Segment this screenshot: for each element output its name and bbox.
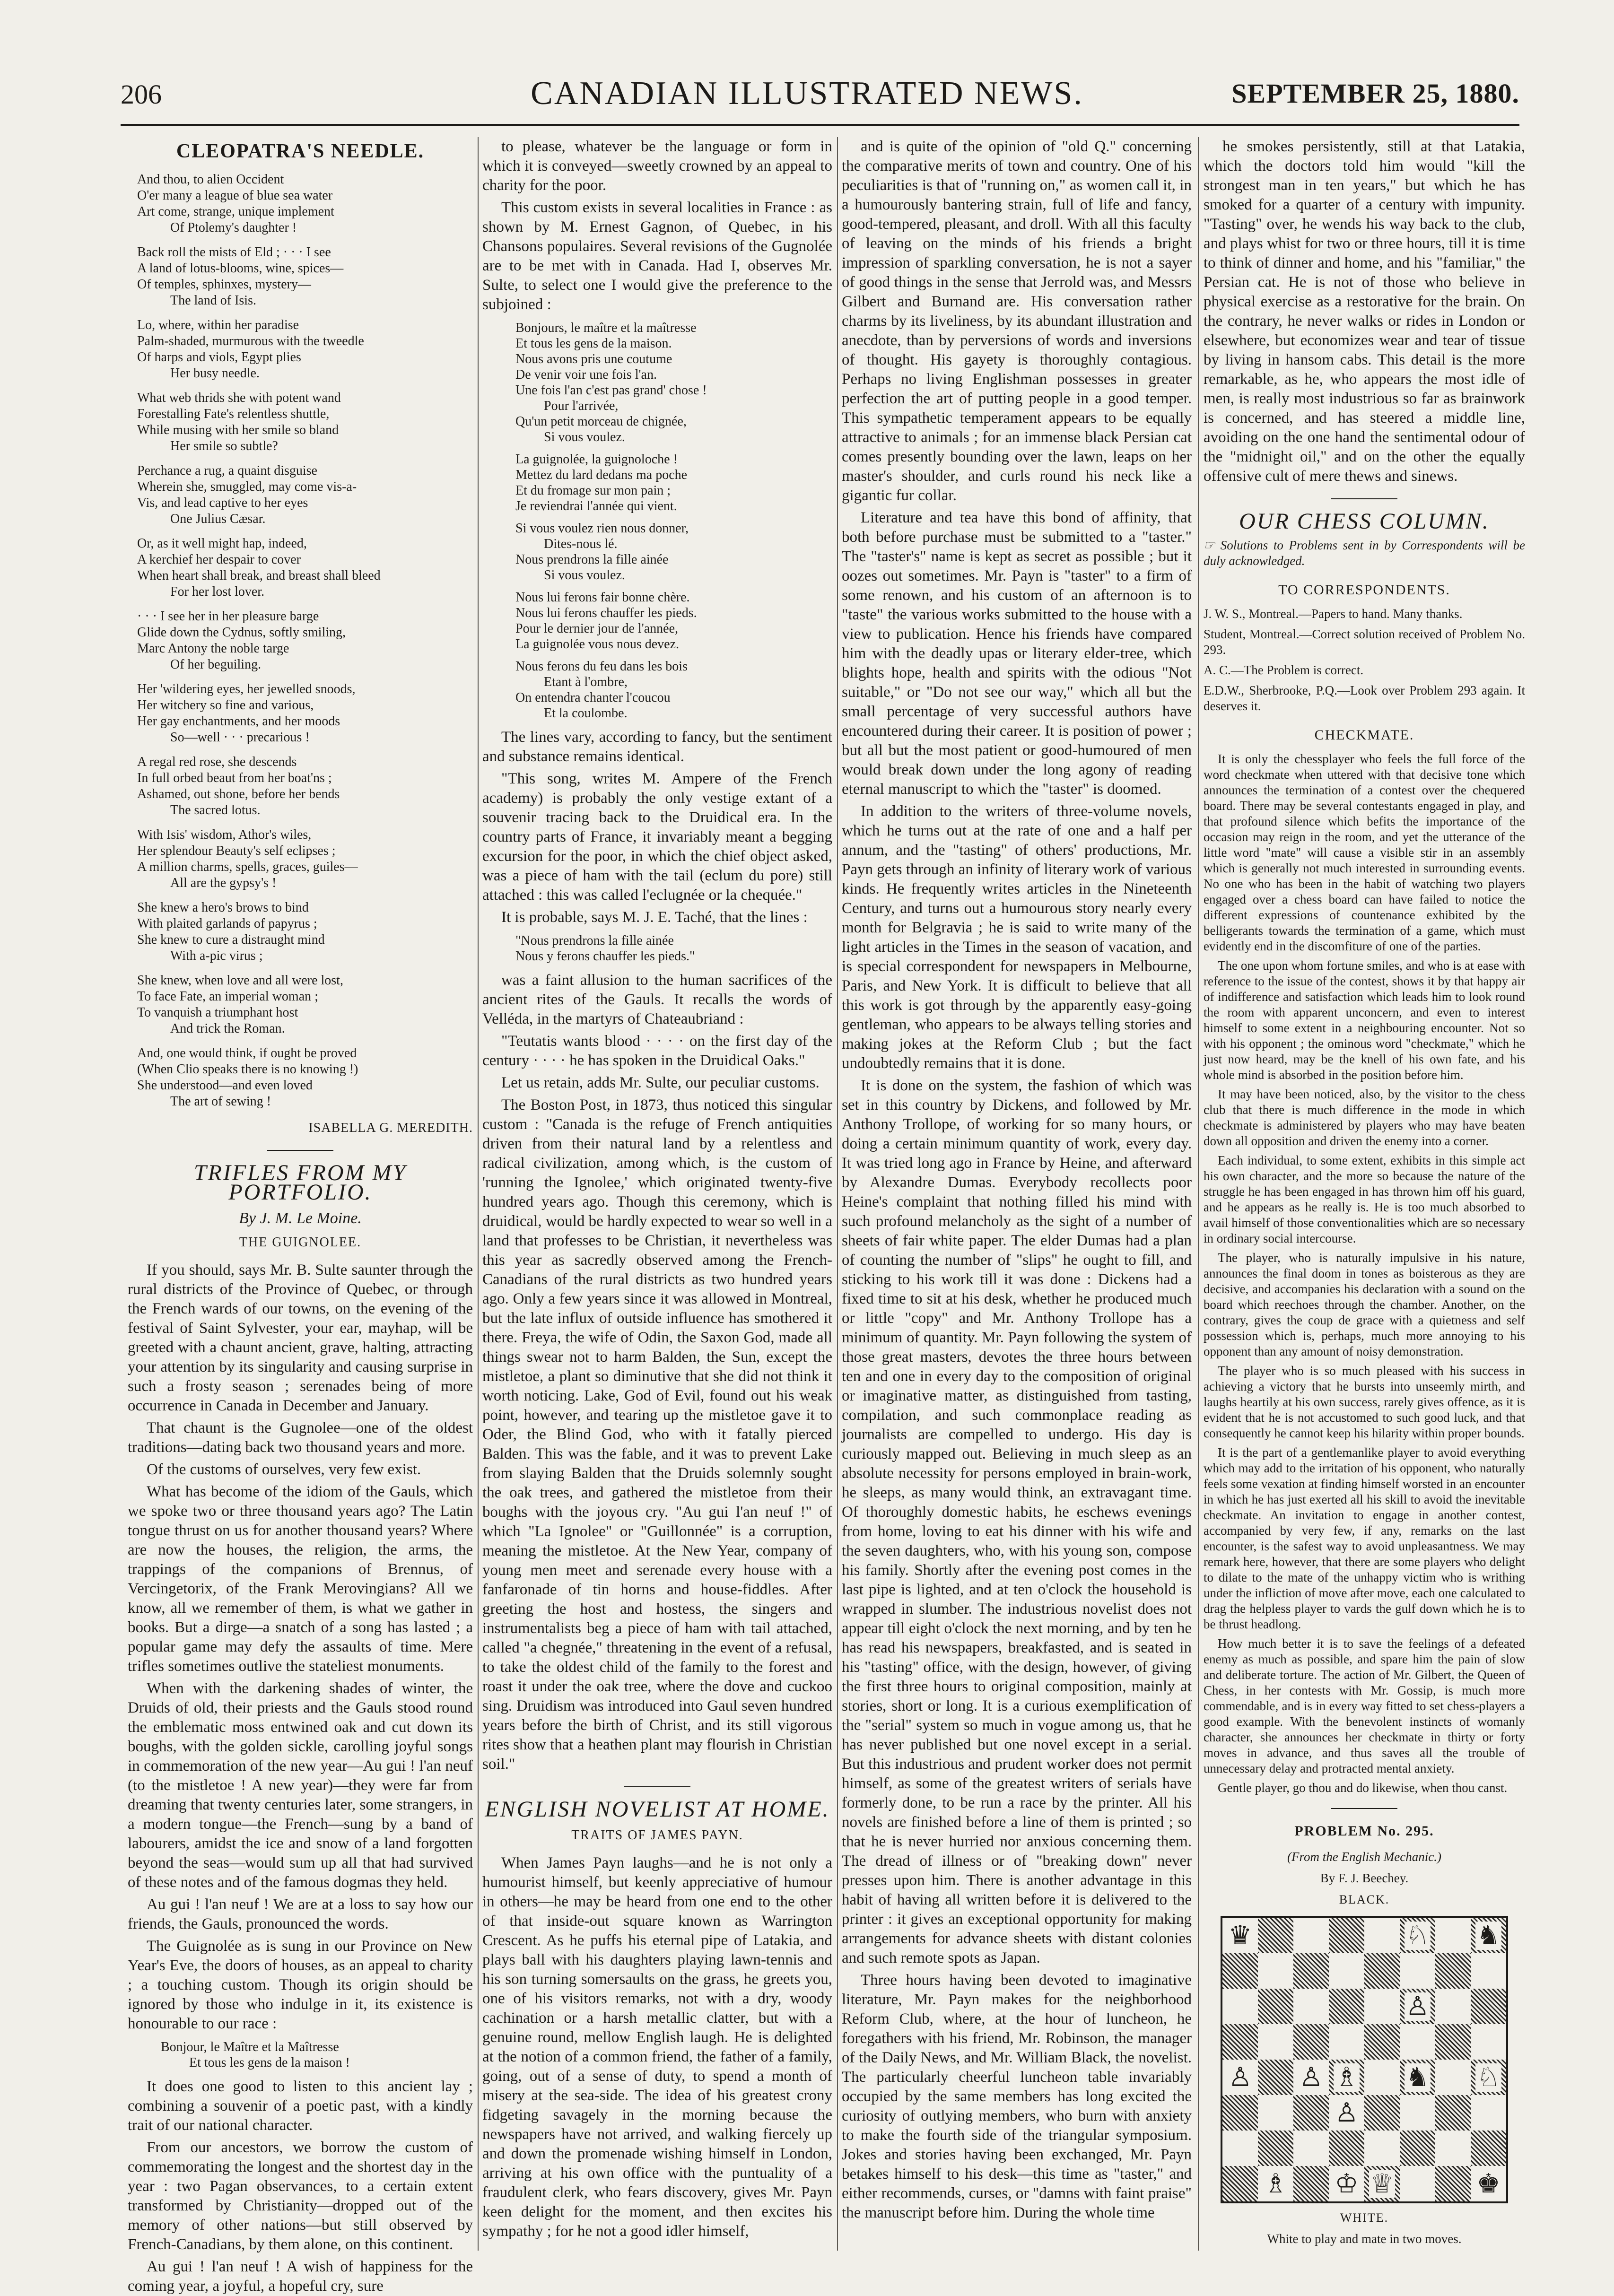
verse-line: To face Fate, an imperial woman ;	[137, 989, 318, 1004]
board-square	[1222, 2166, 1258, 2201]
board-square	[1435, 2095, 1471, 2131]
verse-line: Forestalling Fate's relentless shuttle,	[137, 407, 330, 421]
verse-line: The land of Isis.	[170, 293, 256, 308]
verse-line: Nous lui ferons fair bonne chère.	[515, 590, 690, 605]
stanza	[128, 536, 473, 600]
paragraph: he smokes persistently, still at that Latakia, which the doctors told him would "kill the strongest man in ten years," but which he has smoked for a quarter of a century with impunity. "Tasting" over, he wends his way back to the club, and plays whist for two or three hours, till it is time to think of dinner and home, and his "familiar," the Persian cat. He is not of those who believe in physical exercise as a restorative for the brain. On the contrary, he never walks or rides in London or elsewhere, but economizes wear and tear of tissue by living in hansom cabs. This detail is the more remarkable, as he, who appears the most idle of men, is really most industrious so far as brainwork is concerned, and has steered a middle line, avoiding on the one hand the sentimental odour of the "midnight oil," and on the other the equally offensive cult of mere thews and sinews.	[1204, 138, 1525, 485]
verse-line: Bonjours, le maître et la maîtresse	[515, 321, 697, 335]
stanza	[128, 900, 473, 964]
board-square	[1329, 1918, 1364, 1953]
verse-line: On entendra chanter l'coucou	[515, 690, 671, 705]
article-subtitle: THE GUIGNOLEE.	[239, 1235, 362, 1250]
verse-line: O'er many a league of blue sea water	[137, 188, 333, 203]
board-square	[1471, 2095, 1506, 2131]
verse-line: Et du fromage sur mon pain ;	[515, 483, 671, 498]
paragraph: Let us retain, adds Mr. Sulte, our peculiar customs.	[501, 1074, 820, 1091]
verse-line: Une fois l'an c'est pas grand' chose !	[515, 383, 707, 398]
article-title: ENGLISH NOVELIST AT HOME.	[485, 1797, 830, 1822]
song-verse	[515, 659, 832, 721]
verse-line: Mettez du lard dedans ma poche	[515, 468, 688, 482]
verse-line: Et tous les gens de la maison !	[189, 2055, 350, 2070]
board-square	[1222, 2024, 1258, 2060]
song-verse	[515, 590, 832, 652]
board-square	[1435, 1989, 1471, 2024]
chess-piece-icon: ♙	[1228, 2061, 1252, 2093]
board-square	[1293, 1989, 1329, 2024]
column-4	[1204, 137, 1525, 2255]
board-square	[1258, 1918, 1293, 1953]
board-square	[1471, 1989, 1506, 2024]
board-square	[1293, 1953, 1329, 1989]
board-square	[1435, 2024, 1471, 2060]
verse-line: With plaited garlands of papyrus ;	[137, 916, 317, 931]
section-divider	[1331, 1808, 1397, 1809]
column-divider	[478, 137, 479, 2251]
board-square	[1471, 1953, 1506, 1989]
board-square	[1293, 2166, 1329, 2201]
chess-piece-icon: ♙	[1405, 1991, 1430, 2022]
article-body	[1204, 137, 1525, 486]
verse-line: Or, as it well might hap, indeed,	[137, 536, 307, 551]
board-square	[1400, 2095, 1435, 2131]
board-square	[1222, 1918, 1258, 1953]
board-square	[1293, 2060, 1329, 2095]
chess-piece-icon: ♚	[1476, 2168, 1501, 2199]
paragraph: If you should, says Mr. B. Sulte saunter through the rural districts of the Province of Quebec, or through the French wards of our towns, on the evening of the festival of Saint Sylvester, your ear, mayhap, will be greeted with a chaunt ancient, grave, halting, attracting your attention by its singularity and causing surprise in such a frosty season ; serenades being of more occurrence in Canada in December and January.	[128, 1261, 473, 1414]
stanza	[128, 827, 473, 891]
board-square	[1471, 1918, 1506, 1953]
verse-line: De venir voir une fois l'an.	[515, 367, 657, 382]
paragraph: to please, whatever be the language or form in which it is conveyed—sweetly crowned by an appeal to charity for the poor.	[482, 138, 832, 194]
verse-line: Nous y ferons chauffer les pieds."	[515, 949, 695, 964]
article-body	[482, 137, 832, 314]
paragraph: It is the part of a gentlemanlike player to avoid everything which may add to the irritation of his opponent, who naturally feels some vexation at finding himself worsted in an encounter in which he has just exerted all his skill to avoid the inevitable checkmate. An invitation to engage in another contest, accompanied by very few, if any, remarks on the last encounter, is the safest way to avoid unpleasantness. We may remark here, however, that there are some players who delight to dilate to the mate of the unhappy victim who is writhing under the infliction of move after move, each one calculated to drag the helpless player to vards the gulf down which he is to be thrust headlong.	[1204, 1445, 1525, 1631]
problem-title: PROBLEM No. 295.	[1294, 1823, 1434, 1839]
verse-line: A regal red rose, she descends	[137, 755, 297, 769]
chess-piece-icon: ♙	[1335, 2097, 1359, 2128]
song-verse	[515, 521, 832, 583]
verse-line: To vanquish a triumphant host	[137, 1005, 298, 1020]
correspondents-heading: TO CORRESPONDENTS.	[1278, 582, 1450, 598]
verse-line: She knew a hero's brows to bind	[137, 900, 309, 915]
board-square	[1435, 2060, 1471, 2095]
stanza	[128, 172, 473, 236]
board-square	[1364, 1918, 1400, 1953]
board-square	[1258, 2131, 1293, 2166]
board-square	[1471, 2131, 1506, 2166]
verse-line: The art of sewing !	[170, 1094, 271, 1109]
board-square	[1293, 2131, 1329, 2166]
poem-title: CLEOPATRA'S NEEDLE.	[176, 140, 425, 162]
chess-piece-icon: ♘	[1476, 2061, 1501, 2093]
paragraph: When with the darkening shades of winter, the Druids of old, their priests and the Gauls stood round the emblematic moss entwined oak and cut down its boughs, with the golden sickle, carolling joyful songs in commemoration of the new year—Au gui ! l'an neuf (to the mistletoe ! A new year)—they were far from dreaming that twenty centuries later, some strangers, in a modern tongue—the French—sung by a band of labourers, amidst the ice and snow of a land forgotten beyond the seas—would sum up all that had survived of these notes and of the famous dogmas they held.	[128, 1680, 473, 1891]
verse-line: She knew to cure a distraught mind	[137, 932, 325, 947]
chess-piece-icon: ♗	[1335, 2061, 1359, 2093]
verse-line: (When Clio speaks there is no knowing !)	[137, 1062, 358, 1077]
chess-piece-icon: ♙	[1299, 2061, 1323, 2093]
board-square	[1364, 2131, 1400, 2166]
verse-line: Art come, strange, unique implement	[137, 204, 334, 219]
verse-line: Nous avons pris une coutume	[515, 352, 672, 366]
verse-line: And thou, to alien Occident	[137, 172, 284, 187]
paragraph: In addition to the writers of three-volume novels, which he turns out at the rate of one and a half per annum, and the "tasting" of others' productions, Mr. Payn gets through an infinity of literary work of various kinds. He frequently writes articles in the Nineteenth Century, and turns out a humourous story nearly every month for Belgravia ; he is said to write many of the light articles in the Times in the season of vacation, and is special correspondent for newspapers in Melbourne, Paris, and New York. It is difficult to believe that all this work is got through by the apparently easy-going gentleman, who appears to be always telling stories and making jokes at the Reform Club ; but the fact undoubtedly remains that it is done.	[842, 803, 1192, 1072]
verse-line: And, one would think, if ought be proved	[137, 1046, 357, 1061]
board-square	[1364, 2095, 1400, 2131]
paragraph: It is done on the system, the fashion of which was set in this country by Dickens, and followed by Mr. Anthony Trollope, of working for so many hours, or doing a certain minimum quantity of work, every day. It was tried long ago in France by Heine, and afterward by Alexandre Dumas. Everybody recollects poor Heine's complaint that nothing filled his mind with such profound melancholy as the sight of a number of sheets of fair white paper. The elder Dumas had a plan of counting the number of "slips" he ought to fill, and sticking to his work till it was done : Dickens had a fixed time to sit at his desk, whether he produced much or little "copy" and Mr. Anthony Trollope has a minimum of quantity. Mr. Payn following the system of those great masters, devotes the three hours between ten and one in every day to the composition of original or imaginative matter, as distinguished from tasting, compilation, and such commonplace reading as journalists are compelled to undergo. His day is curiously mapped out. Believing in much sleep as an absolute necessity for persons employed in brain-work, he sleeps, as many would think, an extravagant time. Of thoroughly domestic habits, he eschews evenings from home, loving to eat his dinner with his wife and the seven daughters, who, with his young son, compose his family. Shortly after the evening post comes in the last pipe is lighted, and at ten o'clock the household is wrapped in slumber. The industrious novelist does not appear till eight o'clock the next morning, and by ten he has read his newspapers, breakfasted, and is seated in his "tasting" office, with the design, however, of giving the first three hours to original composition, mainly at stories, short or long. It is a curious exemplification of the "serial" system so much in vogue among us, that he has never published but one novel except in a serial. But this industrious and prudent worker does not permit himself, as some of the greatest writers of serials have formerly done, to be run a race by the printer. All his novels are finished before a line of them is printed ; so that he is never hurried nor anxious concerning them. The dread of illness or of "breaking down" never presses upon him. There is another advantage in this habit of having all written before it is delivered to the printer : it gives an exceptional opportunity for making arrangements for advance sheets with distant colonies and such remote spots as Japan.	[842, 1077, 1192, 1966]
verse-line: Of temples, sphinxes, mystery—	[137, 277, 311, 292]
column-divider	[1198, 137, 1199, 2251]
verse-line: La guignolée, la guignoloche !	[515, 452, 678, 467]
verse-line: Nous prendrons la fille ainée	[515, 552, 669, 567]
paragraph: This custom exists in several localities in France : as shown by M. Ernest Gagnon, of Quebec, in his Chansons populaires. Several revisions of the Gugnolée are to be met with in Canada. Had I, observes Mr. Sulte, to select one I would give the preference to the subjoined :	[482, 199, 832, 313]
board-square	[1364, 2060, 1400, 2095]
board-square	[1400, 2166, 1435, 2201]
board-square	[1329, 2095, 1364, 2131]
paragraph: "This song, writes M. Ampere of the French academy) is probably the only vestige extant of a souvenir tracing back to the Druidical era. In the country parts of France, it invariably meant a begging excursion for the poor, in which the chief object asked, was a piece of ham with the tail (eclum du pore) still attached : this was called l'eclugnée or la chequée."	[482, 770, 832, 904]
board-square	[1471, 2060, 1506, 2095]
board-square	[1400, 2060, 1435, 2095]
song-verses	[482, 320, 832, 721]
verse-line: · · · I see her in her pleasure barge	[137, 609, 319, 624]
masthead: CANADIAN ILLUSTRATED NEWS.	[531, 75, 1083, 112]
verse-line: Of Ptolemy's daughter !	[170, 220, 297, 235]
paragraph: Gentle player, go thou and do likewise, when thou canst.	[1218, 1781, 1508, 1795]
verse-line: She understood—and even loved	[137, 1078, 313, 1093]
section-divider	[624, 1786, 690, 1787]
verse-line: La guignolée vous nous devez.	[515, 637, 680, 652]
paragraph: How much better it is to save the feelings of a defeated enemy as much as possible, and spare him the pain of slow and deliberate torture. The action of Mr. Gilbert, the Queen of Chess, in her contests with Mr. Gossip, is much more commendable, and is in every way fitted to set chess-players a good example. With the benevolent instincts of womanly character, she announces her checkmate in thirty or forty moves in advance, and thus saves all the trouble of unnecessary delay and protracted mental anxiety.	[1204, 1636, 1525, 1775]
board-square	[1258, 2095, 1293, 2131]
paragraph: From our ancestors, we borrow the custom of commemorating the longest and the shortest day in the year : two Pagan observances, to a certain extent transformed by Christianity—dropped out of the memory of other nations—but still observed by French-Canadians, by them alone, on this continent.	[128, 2139, 473, 2253]
verse-line: Vis, and lead captive to her eyes	[137, 496, 308, 510]
board-square	[1435, 1918, 1471, 1953]
verse-line: Her busy needle.	[170, 366, 260, 381]
verse-line: While musing with her smile so bland	[137, 423, 339, 437]
chess-piece-icon: ♛	[1228, 1920, 1252, 1951]
verse-line: Her witchery so fine and various,	[137, 698, 314, 713]
article-body	[482, 971, 832, 1774]
board-square	[1222, 2095, 1258, 2131]
chess-piece-icon: ♗	[1264, 2168, 1288, 2199]
board-square	[1329, 2060, 1364, 2095]
verse-line: Palm-shaded, murmurous with the tweedle	[137, 334, 364, 348]
section-divider	[267, 1150, 333, 1151]
page-header	[0, 75, 1614, 117]
paragraph: It is only the chessplayer who feels the full force of the word checkmate when uttered with that decisive tone which announces the termination of a contest over the chequered board. There may be several contestants engaged in play, and that profound silence which befits the importance of the occasion may reign in the room, and yet the utterance of the little word "mate" will cause a visible stir in an assembly which is generally not much interested in surrounding events. No one who has been in the habit of watching two players engaged over a chess board can have failed to notice the different expressions of countenance exhibited by the belligerants towards the termination of a game, which must evidently end in the discomfiture of one of the parties.	[1204, 752, 1525, 953]
verse-line: Si vous voulez rien nous donner,	[515, 521, 689, 536]
chess-piece-icon: ♞	[1405, 2061, 1430, 2093]
chess-note: ☞ Solutions to Problems sent in by Correspondents will be duly acknowledged.	[1204, 538, 1525, 568]
stanza	[128, 681, 473, 746]
verse-line: She knew, when love and all were lost,	[137, 973, 343, 988]
verse-line: One Julius Cæsar.	[170, 512, 266, 526]
board-square	[1222, 1953, 1258, 1989]
verse-line: Her splendour Beauty's self eclipses ;	[137, 844, 336, 858]
chess-board	[1221, 1916, 1508, 2203]
paragraph: The Guignolée as is sung in our Province on New Year's Eve, the doors of houses, as an appeal to charity ; a touching custom. Though its origin should be ignored by those who indulge in it, its existence is honourable to our race :	[128, 1938, 473, 2032]
verse-line: All are the gypsy's !	[170, 876, 277, 890]
board-square	[1258, 1989, 1293, 2024]
paragraph: Three hours having been devoted to imaginative literature, Mr. Payn makes for the neighborhood Reform Club, where, at the hour of luncheon, he foregathers with his friend, Mr. Robinson, the manager of the Daily News, and Mr. William Black, the novelist. The particularly cheerful luncheon table invariably occupied by the same members has long excited the curiosity of outlying members, who burn with anxiety to make the fourth side of the triangular symposium. Jokes and stories having been exchanged, Mr. Payn betakes himself to his desk—this time as "taster," and either recommends, curses, or "damns with faint praise" the manuscript before him. During the whole time	[842, 1972, 1192, 2221]
board-square	[1329, 1989, 1364, 2024]
header-rule	[121, 124, 1519, 126]
verse-line: Her smile so subtle?	[170, 439, 278, 453]
page-number: 206	[121, 79, 162, 110]
paragraph: Literature and tea have this bond of affinity, that both before purchase must be submitted to a "taster." The "taster's" name is kept as secret as possible ; but it oozes out sometimes. Mr. Payn is "taster" to a firm of some renown, and his custom of an afternoon is to "taste" the various works submitted to the house with a view to publication. Hence his friends have compared him with the deadly upas or literary elder-tree, which blights hope, health and spirits with the odious "Not suitable," or "Do not see our way," which all but the small percentage of very successful authors have encountered during their career. It is position of power ; but all but the most patient or good-humoured of men would break down under the long agony of reading eternal manuscript to which the "taster" is doomed.	[842, 509, 1192, 798]
verse-line: The sacred lotus.	[170, 803, 261, 818]
board-square	[1364, 2024, 1400, 2060]
verse-line: A land of lotus-blooms, wine, spices—	[137, 261, 344, 276]
verse-line: Nous ferons du feu dans les bois	[515, 659, 688, 674]
verse-line: When heart shall break, and breast shall bleed	[137, 568, 381, 583]
verse-line: Her 'wildering eyes, her jewelled snoods,	[137, 682, 356, 696]
board-square	[1222, 2060, 1258, 2095]
article-body	[842, 137, 1192, 2223]
correspondent-entry: J. W. S., Montreal.—Papers to hand. Many thanks.	[1204, 607, 1463, 621]
paragraph: Of the customs of ourselves, very few exist.	[147, 1461, 421, 1478]
paragraph: It does one good to listen to this ancient lay ; combining a souvenir of a poetic past, with a kindly trait of our national character.	[128, 2078, 473, 2134]
chess-piece-icon: ♘	[1405, 1920, 1430, 1951]
checkmate-body	[1204, 751, 1525, 1796]
verse-line: Glide down the Cydnus, softly smiling,	[137, 625, 346, 640]
stanza	[128, 463, 473, 527]
board-square	[1258, 1953, 1293, 1989]
song-verse	[515, 320, 832, 445]
verse-line: Lo, where, within her paradise	[137, 318, 299, 332]
verse-line: Wherein she, smuggled, may come vis-a-	[137, 479, 357, 494]
verse-line: Si vous voulez.	[544, 430, 625, 444]
column-2	[482, 137, 832, 2255]
problem-source: (From the English Mechanic.)	[1287, 1850, 1441, 1864]
article-byline: By J. M. Le Moine.	[239, 1209, 362, 1227]
article-title: TRIFLES FROM MY PORTFOLIO.	[193, 1160, 407, 1205]
stanza	[128, 1045, 473, 1110]
column-3	[842, 137, 1192, 2255]
board-square	[1258, 2024, 1293, 2060]
verse-line: Si vous voulez.	[544, 568, 625, 583]
paragraph: That chaunt is the Gugnolee—one of the oldest traditions—dating back two thousand years and more.	[128, 1419, 473, 1456]
verse-line: Qu'un petit morceau de chignée,	[515, 414, 687, 429]
board-square	[1364, 2166, 1400, 2201]
column-divider	[837, 137, 838, 2251]
verse-line: A kerchief her despair to cover	[137, 552, 301, 567]
correspondent-entry: E.D.W., Sherbrooke, P.Q.—Look over Problem 293 again. It deserves it.	[1204, 683, 1525, 713]
song-quote	[161, 2039, 473, 2070]
verse-line: Pour le dernier jour de l'année,	[515, 621, 679, 636]
verse-line: Bonjour, le Maître et la Maîtresse	[161, 2040, 339, 2054]
verse-line: Etant à l'ombre,	[544, 675, 628, 689]
paragraph: The one upon whom fortune smiles, and who is at ease with reference to the issue of the contest, shows it by that happy air of indifference and satisfaction which leads him to look round the room with apparent unconcern, and even to interest himself to some extent in a neighbouring encounter. Not so with his opponent ; the ominous word "checkmate," which he just now heard, may be the knell of his own fate, and his whole mind is absorbed in the position before him.	[1204, 958, 1525, 1082]
stanza	[128, 973, 473, 1037]
column-1	[128, 137, 473, 2295]
paragraph: It is probable, says M. J. E. Taché, that the lines :	[501, 909, 808, 926]
verse-line: A million charms, spells, graces, guiles—	[137, 860, 358, 874]
paragraph: The player who is so much pleased with his success in achieving a victory that he bursts into unseemly mirth, and laughs heartily at his own success, rarely gives offence, as it is evident that he is not accustomed to such good luck, and that consequently he cannot keep his hilarity within proper bounds.	[1204, 1364, 1525, 1440]
verse-line: Nous lui ferons chauffer les pieds.	[515, 606, 697, 620]
chess-piece-icon: ♔	[1335, 2168, 1359, 2199]
board-square	[1400, 2131, 1435, 2166]
verse-line: Ashamed, out shone, before her bends	[137, 787, 340, 801]
verse-line: Of her beguiling.	[170, 657, 262, 672]
verse-line: Perchance a rug, a quaint disguise	[137, 463, 317, 478]
verse-line: Marc Antony the noble targe	[137, 641, 289, 656]
white-label: WHITE.	[1340, 2211, 1389, 2225]
paragraph: "Teutatis wants blood · · · · on the first day of the century · · · · he has spoken in the Druidical Oaks."	[482, 1033, 832, 1069]
checkmate-heading: CHECKMATE.	[1314, 727, 1414, 743]
verse-line: For her lost lover.	[170, 584, 265, 599]
problem-caption: White to play and mate in two moves.	[1267, 2232, 1462, 2246]
paragraph: The lines vary, according to fancy, but the sentiment and substance remains identical.	[482, 729, 832, 765]
board-square	[1222, 2131, 1258, 2166]
board-square	[1364, 1989, 1400, 2024]
problem-author: By F. J. Beechey.	[1320, 1871, 1409, 1885]
verse-line: Her gay enchantments, and her moods	[137, 714, 340, 729]
stanza	[128, 754, 473, 818]
board-square	[1293, 1918, 1329, 1953]
paragraph: Each individual, to some extent, exhibits in this simple act his own character, and the more so because the nature of the struggle he has been engaged in has thrown him off his guard, and he appears as he really is. He is too much absorbed to avail himself of those conventionalities which are so necessary in ordinary social intercourse.	[1204, 1153, 1525, 1245]
chess-piece-icon: ♞	[1476, 1920, 1501, 1951]
board-square	[1471, 2024, 1506, 2060]
correspondent-entry: A. C.—The Problem is correct.	[1204, 663, 1364, 677]
verse-line: Et tous les gens de la maison.	[515, 336, 672, 351]
board-square	[1364, 1953, 1400, 1989]
stanza	[128, 317, 473, 382]
board-square	[1329, 2024, 1364, 2060]
board-square	[1329, 1953, 1364, 1989]
article-body	[128, 2077, 473, 2296]
verse-line: And trick the Roman.	[170, 1021, 285, 1036]
board-square	[1435, 1953, 1471, 1989]
board-square	[1293, 2095, 1329, 2131]
correspondent-entry: Student, Montreal.—Correct solution received of Problem No. 293.	[1204, 627, 1525, 657]
article-body	[482, 728, 832, 927]
paragraph: Au gui ! l'an neuf ! A wish of happiness for the coming year, a joyful, a hopeful cry, sure	[128, 2258, 473, 2295]
paragraph: The player, who is naturally impulsive in his nature, announces the final doom in tones as boisterous as they are decisive, and accompanies his declaration with a sound on the board which reechoes through the chamber. Another, on the contrary, gives the coup de grace with a quietness and self possession which is, perhaps, much more annoying to his opponent than any amount of noisy demonstration.	[1204, 1251, 1525, 1358]
paragraph: Au gui ! l'an neuf ! We are at a loss to say how our friends, the Gauls, pronounced the words.	[128, 1896, 473, 1932]
board-square	[1400, 1953, 1435, 1989]
verse-line: Dites-nous lé.	[544, 537, 618, 551]
board-square	[1222, 1989, 1258, 2024]
board-square	[1435, 2166, 1471, 2201]
board-square	[1400, 1989, 1435, 2024]
verse-line: So—well · · · precarious !	[170, 730, 310, 745]
board-square	[1258, 2166, 1293, 2201]
verse-line: With a-pic virus ;	[170, 948, 263, 963]
section-divider	[1331, 498, 1397, 499]
board-square	[1329, 2131, 1364, 2166]
stanza	[128, 609, 473, 673]
paragraph: was a faint allusion to the human sacrifices of the ancient rites of the Gauls. It recalls the words of Velléda, in the martyrs of Chateaubriand :	[482, 972, 832, 1027]
board-square	[1258, 2060, 1293, 2095]
chess-piece-icon: ♕	[1370, 2168, 1394, 2199]
poem-body	[128, 172, 473, 1110]
board-square	[1293, 2024, 1329, 2060]
song-quote	[515, 933, 832, 964]
paragraph: What has become of the idiom of the Gauls, which we spoke two or three thousand years ago? The Latin tongue thrust on us for another thousand years? Where are now the houses, the religion, the arms, the trappings of the companions of Brennus, of Vercingetorix, of the Frank Merovingians? All we know, all we remember of them, is what we gather in books. But a dirge—a snatch of a song has lasted ; a popular game may defy the assaults of time. Mere trifles sometimes outlive the stateliest monuments.	[128, 1483, 473, 1675]
verse-line: Of harps and viols, Egypt plies	[137, 350, 301, 365]
article-body	[128, 1261, 473, 2034]
verse-line: What web thrids she with potent wand	[137, 391, 341, 405]
verse-line: Et la coulombe.	[544, 706, 628, 721]
paragraph: When James Payn laughs—and he is not only a humourist himself, but keenly appreciative of humour in others—he may be heard from one end to the other of that inside-out square known as Warrington Crescent. As he puffs his eternal pipe of Latakia, and plays ball with his daughters playing lawn-tennis and his son turning somersaults on the grass, he greets you, one of his visitors remarks, not with a dry, woody cachination or a harsh metallic clatter, but with a genuine round, mellow English laugh. He is delighted at the notion of a common friend, the father of a family, going, out of a sense of duty, to spend a month of misery at the sea-side. The idea of his greatest crony fidgeting savagely in the morning because the newspapers have not arrived, and walking fiercely up and down the promenade wishing himself in London, arriving at his own office with the puntuality of a fraudulent clerk, who fears discovery, gives Mr. Payn keen delight for the moment, and then excites his sympathy ; for he not a good idler himself,	[482, 1854, 832, 2240]
poem-signature: ISABELLA G. MEREDITH.	[308, 1121, 473, 1135]
song-verse	[515, 452, 832, 514]
verse-line: Back roll the mists of Eld ; · · · I see	[137, 245, 331, 260]
board-square	[1400, 1918, 1435, 1953]
article-subtitle: TRAITS OF JAMES PAYN.	[571, 1828, 743, 1843]
verse-line: With Isis' wisdom, Athor's wiles,	[137, 827, 312, 842]
black-label: BLACK.	[1339, 1893, 1390, 1906]
paragraph: It may have been noticed, also, by the visitor to the chess club that there is much difference in the mode in which checkmate is administered by players who may have beaten down all opposition and driven the enemy into a corner.	[1204, 1087, 1525, 1148]
correspondents-list	[1204, 606, 1525, 714]
board-square	[1400, 2024, 1435, 2060]
paragraph: and is quite of the opinion of "old Q." concerning the comparative merits of town and country. One of his peculiarities is that of "running on," as women call it, in a humourously bantering strain, full of life and fancy, good-tempered, pleasant, and droll. With all this faculty of leaving on the minds of his friends a bright impression of sparkling conversation, he is not a sayer of good things in the sense that Jerrold was, and Messrs Gilbert and Burnand are. His conversation rather charms by its liveliness, by its abundant illustration and anecdote, than by perversions of words and inversions of thought. His gayety is thoroughly contagious. Perhaps no living Englishman possesses in greater perfection the art of putting people in a good temper. This sympathetic temperament appears to be equally attractive to animals ; for an immense black Persian cat comes presently bounding over the lawn, leaps on her master's shoulder, and curls round his neck like a gigantic fur collar.	[842, 138, 1192, 504]
verse-line: In full orbed beaut from her boat'ns ;	[137, 771, 332, 785]
verse-line: Pour l'arrivée,	[544, 399, 619, 413]
paragraph: The Boston Post, in 1873, thus noticed this singular custom : "Canada is the refuge of French antiquities driven from their natural land by a relentless and radical civilization, among which, is the custom of 'running the Ignolee,' which originated twenty-five hundred years ago. Though this ceremony, which is druidical, would be hardly expected to wear so well in a land that professes to be Christian, it nevertheless was this year as sacredly observed among the French-Canadians of the rural districts as two hundred years ago. Only a few years since it was allowed in Montreal, but the late influx of outside influence has smothered it there. Freya, the wife of Odin, the Saxon God, made all things swear not to harm Balden, the Sun, except the mistletoe, a plant so diminutive that she did not think it worth noticing. Lake, God of Evil, found out his weak point, however, and tearing up the mistletoe gave it to Oder, the Blind God, who with it fatally pierced Balden. This was the fable, and it was to prevent Lake from slaying Balden that the Druids solemnly sought the oak trees, and gathered the mistletoe from their boughs with the joyous cry. "Au gui l'an neuf !" of which "La Ignolee" or "Guillonnée" is a corruption, meaning the mistletoe. At the New Year, company of young men meet and serenade every house with a fanfaronade of tin horns and house-fiddles. After greeting the host and hostess, the singers and instrumentalists beg a piece of ham with tail attached, called "a chegnée," threatening in the event of a refusal, to take the oldest child of the family to the forest and roast it under the oak tree, where the dove and cuckoo sing. Druidism was introduced into Gaul seven hundred years before the birth of Christ, and its still vigorous rites show that a heathen plant may flourish in Christian soil."	[482, 1096, 832, 1773]
issue-date: SEPTEMBER 25, 1880.	[1231, 78, 1519, 109]
board-square	[1435, 2131, 1471, 2166]
board-square	[1329, 2166, 1364, 2201]
stanza	[128, 390, 473, 454]
stanza	[128, 244, 473, 309]
board-square	[1471, 2166, 1506, 2201]
article-body	[482, 1853, 832, 2241]
verse-line: "Nous prendrons la fille ainée	[515, 933, 674, 948]
chess-column-title: OUR CHESS COLUMN.	[1239, 509, 1490, 534]
verse-line: Je reviendrai l'année qui vient.	[515, 499, 677, 513]
